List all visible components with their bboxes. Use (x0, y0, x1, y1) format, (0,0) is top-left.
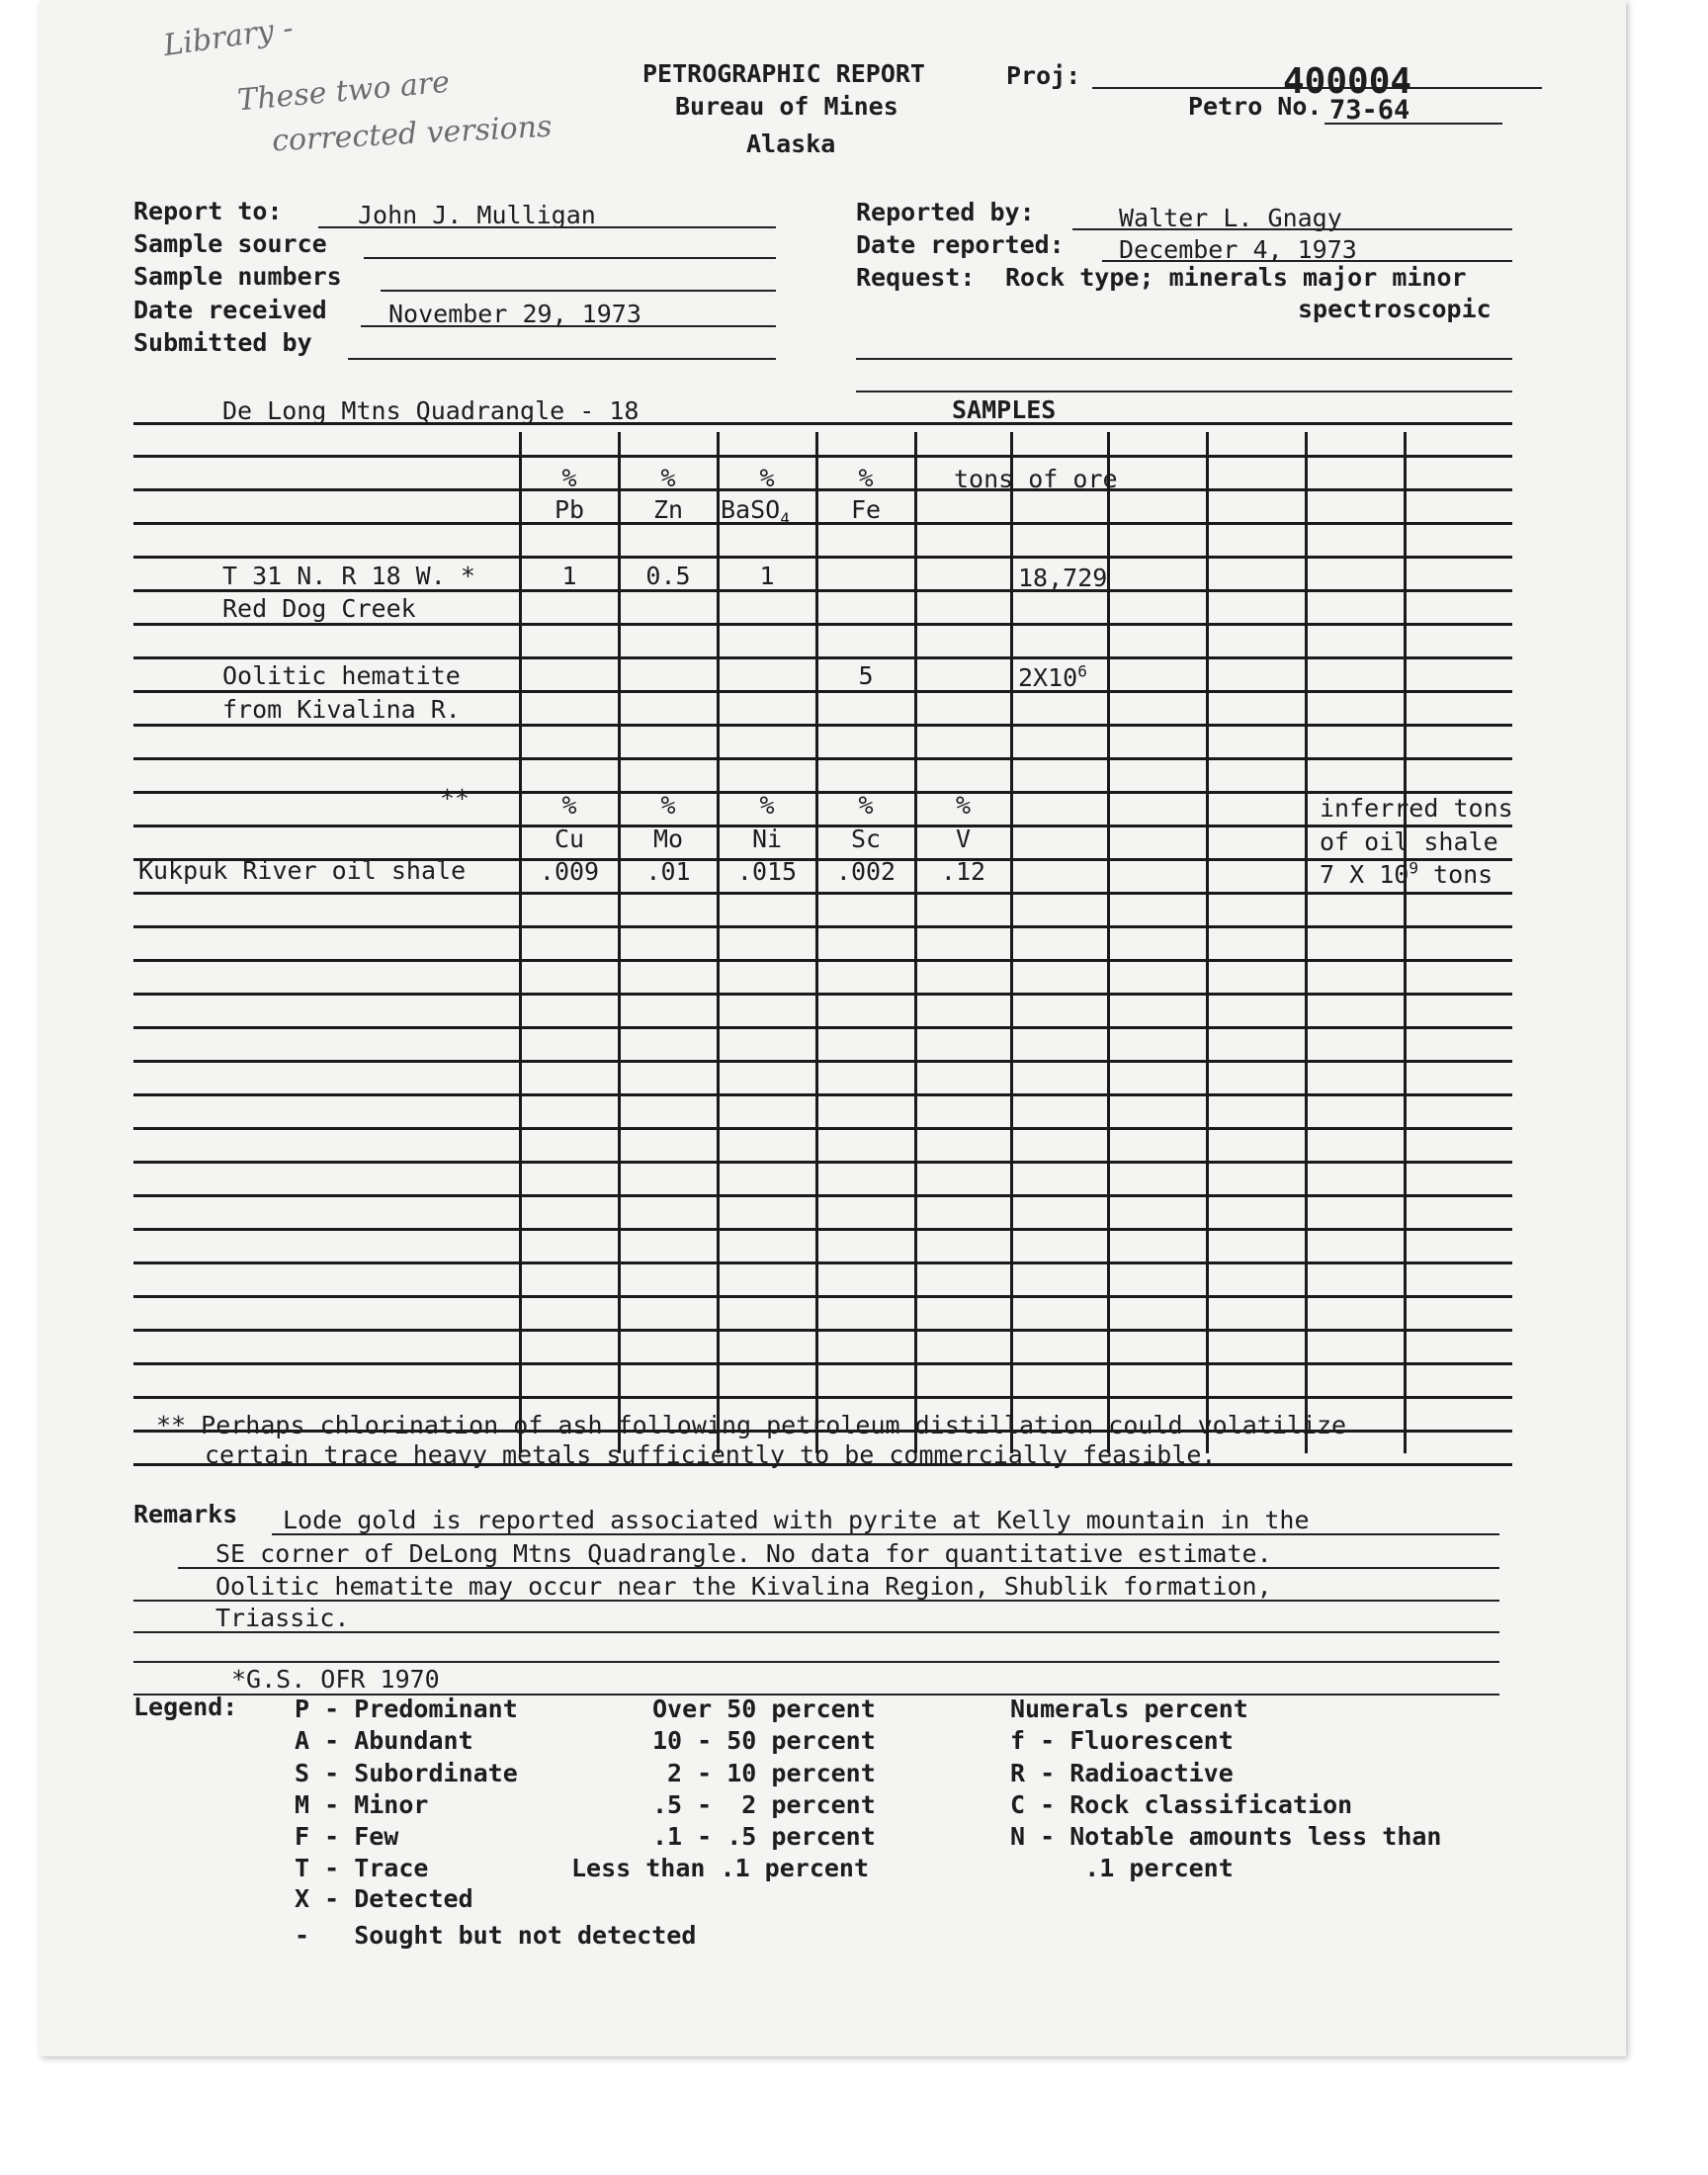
legend-code-dash: - Sought but not detected (295, 1921, 697, 1950)
header-cu: Cu (554, 825, 585, 853)
pct-symbol-cu: % (561, 791, 577, 820)
proj-label: Proj: (1006, 61, 1081, 90)
remarks-line2: SE corner of DeLong Mtns Quadrangle. No data for quantitative estimate. (215, 1539, 1272, 1568)
remarks-line4: Triassic. (215, 1604, 350, 1632)
legend-label: Legend: (133, 1693, 238, 1721)
pct-symbol-pb: % (561, 464, 577, 492)
row3-mo: .01 (645, 857, 691, 886)
quadrangle-title: De Long Mtns Quadrangle - 18 (222, 396, 640, 425)
legend-notable-2: .1 percent (1010, 1854, 1234, 1882)
request-line1: Rock type; minerals major minor (1005, 263, 1467, 292)
header-baso4: BaSO$_4$ (721, 495, 790, 528)
remarks-rule5 (133, 1661, 1499, 1663)
row1-location-name: Red Dog Creek (222, 594, 416, 623)
remarks-line1: Lode gold is reported associated with pyrite at Kelly mountain in the (283, 1506, 1310, 1534)
header-v: V (955, 825, 972, 853)
report-title: PETROGRAPHIC REPORT (642, 59, 925, 88)
reported-by-value: Walter L. Gnagy (1119, 204, 1342, 232)
report-to-line (318, 226, 776, 228)
request-blank-line1 (856, 358, 1512, 360)
remarks-rule4 (133, 1631, 1499, 1633)
legend-range-s: 2 - 10 percent (652, 1759, 876, 1787)
pct-symbol-zn: % (660, 464, 676, 492)
legend-range-p: Over 50 percent (652, 1695, 876, 1723)
header-ni: Ni (751, 825, 783, 853)
report-to-value: John J. Mulligan (358, 201, 596, 229)
row3-sc: .002 (835, 857, 897, 886)
inferred-tons-header: inferred tons (1320, 794, 1513, 823)
row2-name-2: from Kivalina R. (222, 695, 461, 724)
legend-range-m: .5 - 2 percent (652, 1790, 876, 1819)
sample-numbers-label: Sample numbers (133, 262, 342, 291)
handwritten-note-line3: corrected versions (271, 109, 554, 159)
header-pb: Pb (554, 495, 585, 524)
remarks-rule1 (272, 1533, 1499, 1535)
legend-code-p: P - Predominant (295, 1695, 518, 1723)
row2-tons: $2X10^6$ (1018, 661, 1087, 692)
handwritten-note-line1: Library - (161, 10, 296, 64)
sample-numbers-line (381, 290, 776, 292)
pct-symbol-ni: % (759, 791, 775, 820)
date-reported-value: December 4, 1973 (1119, 235, 1357, 264)
org-name: Bureau of Mines (675, 92, 898, 121)
legend-numerals: Numerals percent (1010, 1695, 1248, 1723)
header-fe: Fe (850, 495, 882, 524)
legend-notable: N - Notable amounts less than (1010, 1822, 1442, 1851)
sample-source-line (364, 257, 776, 259)
row2-fe: 5 (858, 661, 874, 690)
row3-v: .12 (940, 857, 986, 886)
remarks-label: Remarks (133, 1500, 238, 1528)
legend-range-f: .1 - .5 percent (652, 1822, 876, 1851)
date-reported-line (1102, 260, 1512, 262)
header-sc: Sc (850, 825, 882, 853)
row3-ni: .015 (736, 857, 798, 886)
legend-code-a: A - Abundant (295, 1726, 473, 1755)
pct-symbol-v: % (955, 791, 972, 820)
remarks-rule3 (133, 1600, 1499, 1602)
row3-name: Kukpuk River oil shale (138, 856, 467, 885)
row1-zn: 0.5 (645, 562, 691, 590)
date-received-label: Date received (133, 296, 327, 324)
row2-name: Oolitic hematite (222, 661, 461, 690)
reported-by-line (1072, 228, 1512, 230)
legend-range-t: Less than .1 percent (571, 1854, 870, 1882)
row1-tons: 18,729 (1018, 564, 1108, 592)
legend-code-f: F - Few (295, 1822, 399, 1851)
region-name: Alaska (746, 130, 836, 158)
remarks-line3: Oolitic hematite may occur near the Kivalina Region, Shublik formation, (215, 1572, 1272, 1601)
sample-source-label: Sample source (133, 229, 327, 258)
petro-value: 73-64 (1329, 95, 1410, 126)
legend-fluorescent: f - Fluorescent (1010, 1726, 1234, 1755)
remarks-rule2 (178, 1567, 1499, 1569)
legend-code-x: X - Detected (295, 1884, 473, 1913)
report-to-label: Report to: (133, 197, 283, 225)
row3-cu: .009 (539, 857, 600, 886)
request-line2: spectroscopic (1298, 295, 1492, 323)
footnote-line1: ** Perhaps chlorination of ash following petroleum distillation could volatilize (156, 1411, 1347, 1439)
legend-code-s: S - Subordinate (295, 1759, 518, 1787)
pct-symbol-fe: % (858, 464, 874, 492)
submitted-by-label: Submitted by (133, 328, 312, 357)
handwritten-note-line2: These two are (235, 64, 452, 119)
legend-radioactive: R - Radioactive (1010, 1759, 1234, 1787)
header-mo: Mo (652, 825, 684, 853)
legend-code-t: T - Trace (295, 1854, 429, 1882)
request-label: Request: (856, 263, 976, 292)
petro-label: Petro No. (1188, 92, 1323, 121)
date-received-value: November 29, 1973 (388, 300, 641, 328)
remarks-reference: *G.S. OFR 1970 (231, 1665, 440, 1694)
header-zn: Zn (652, 495, 684, 524)
row1-location: T 31 N. R 18 W. * (222, 562, 475, 590)
pct-symbol-sc: % (858, 791, 874, 820)
legend-range-a: 10 - 50 percent (652, 1726, 876, 1755)
submitted-by-line (348, 358, 776, 360)
footnote-line2: certain trace heavy metals sufficiently to be commercially feasible. (205, 1440, 1217, 1469)
pct-symbol-mo: % (660, 791, 676, 820)
oil-shale-header: of oil shale (1320, 827, 1498, 856)
request-blank-line2 (856, 391, 1512, 392)
row3-tons: 7 X $10^9$ tons (1320, 858, 1494, 889)
reported-by-label: Reported by: (856, 198, 1035, 226)
row1-baso4: 1 (759, 562, 775, 590)
date-reported-label: Date reported: (856, 230, 1065, 259)
date-received-line (361, 325, 776, 327)
legend-code-m: M - Minor (295, 1790, 429, 1819)
double-asterisk: ** (440, 784, 470, 813)
petro-line (1324, 123, 1502, 125)
samples-label: SAMPLES (952, 395, 1057, 424)
row1-pb: 1 (561, 562, 577, 590)
stamp-number: 400004 (1283, 61, 1412, 102)
pct-symbol-baso4: % (759, 464, 775, 492)
legend-rock-classification: C - Rock classification (1010, 1790, 1353, 1819)
tons-of-ore-header: tons of ore (954, 465, 1118, 493)
